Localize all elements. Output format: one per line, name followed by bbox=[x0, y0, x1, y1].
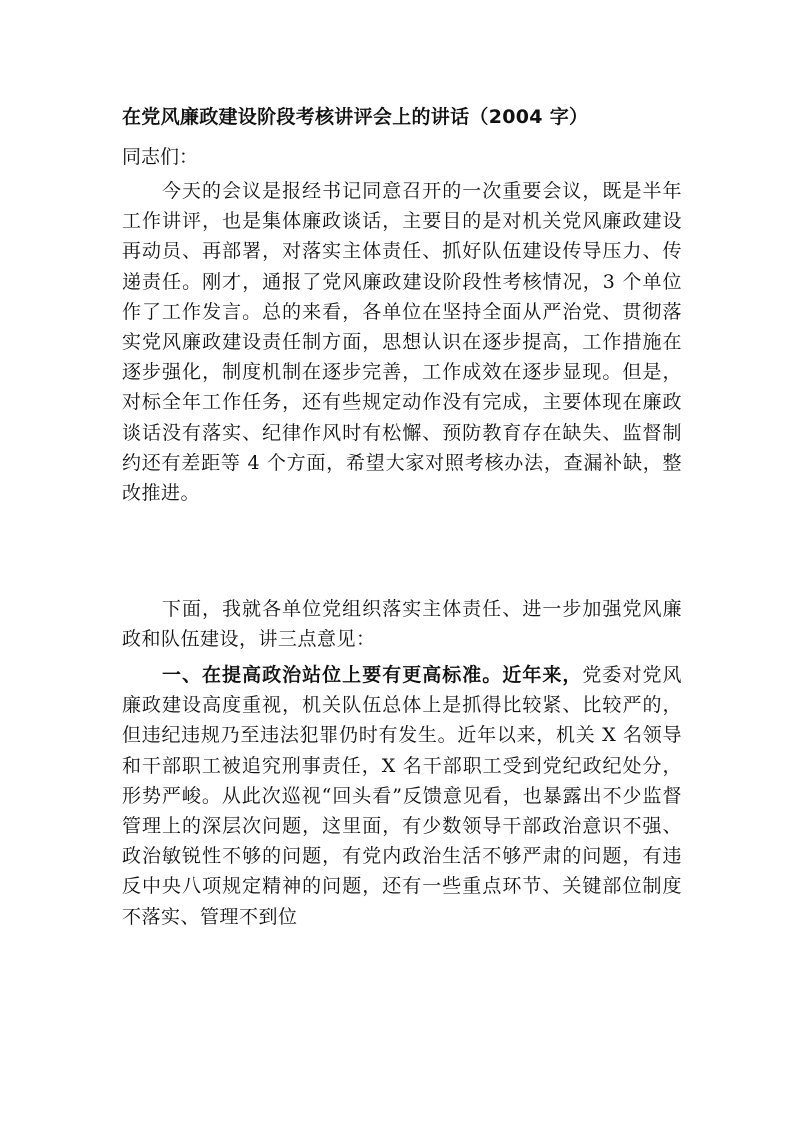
salutation: 同志们： bbox=[122, 146, 199, 168]
paragraph-outline: 下面，我就各单位党组织落实主体责任、进一步加强党风廉政和队伍建设，讲三点意见： bbox=[122, 598, 682, 651]
paragraph-opening: 今天的会议是报经书记同意召开的一次重要会议，既是半年工作讲评，也是集体廉政谈话，主要目的是对机关党风廉政建设再动员、再部署，对落实主体责任、抓好队伍建设传导压力、传递责任。刚才，通报了党风廉政建设阶段性考核情况，3 个单位作了工作发言。总的来看，各单位在坚持全面从严治党、贯彻落实党风廉政建设责任制方面，思想认识在逐步提高，工作措施在逐步强化，制度机制在逐步完善，工作成效在逐步显现。但是，对标全年工作任务，还有些规定动作没有完成，主要体现在廉政谈话没有落实、纪律作风时有松懈、预防教育存在缺失、监督制约还有差距等 4 个方面，希望大家对照考核办法，查漏补缺，整改推进。 bbox=[122, 180, 682, 505]
point-one-body: 党委对党风廉政建设高度重视，机关队伍总体上是抓得比较紧、比较严的，但违纪违规乃至违法犯罪仍时有发生。近年以来，机关 X 名领导和干部职工被追究刑事责任，X 名干部职工受到党纪政纪处分，形势严峻。从此次巡视“回头看”反馈意见看，也暴露出不少监督管理上的深层次问题，这里面，有少数领导干部政治意识不强、政治敏锐性不够的问题，有党内政治生活不够严肃的问题，有违反中央八项规定精神的问题，还有一些重点环节、关键部位制度不落实、管理不到位 bbox=[122, 664, 682, 928]
paragraph-point-one bbox=[122, 660, 682, 932]
point-one-heading: 一、在提高政治站位上要有更高标准。近年来， bbox=[162, 664, 583, 686]
document-title: 在党风廉政建设阶段考核讲评会上的讲话（2004 字） bbox=[122, 106, 589, 128]
